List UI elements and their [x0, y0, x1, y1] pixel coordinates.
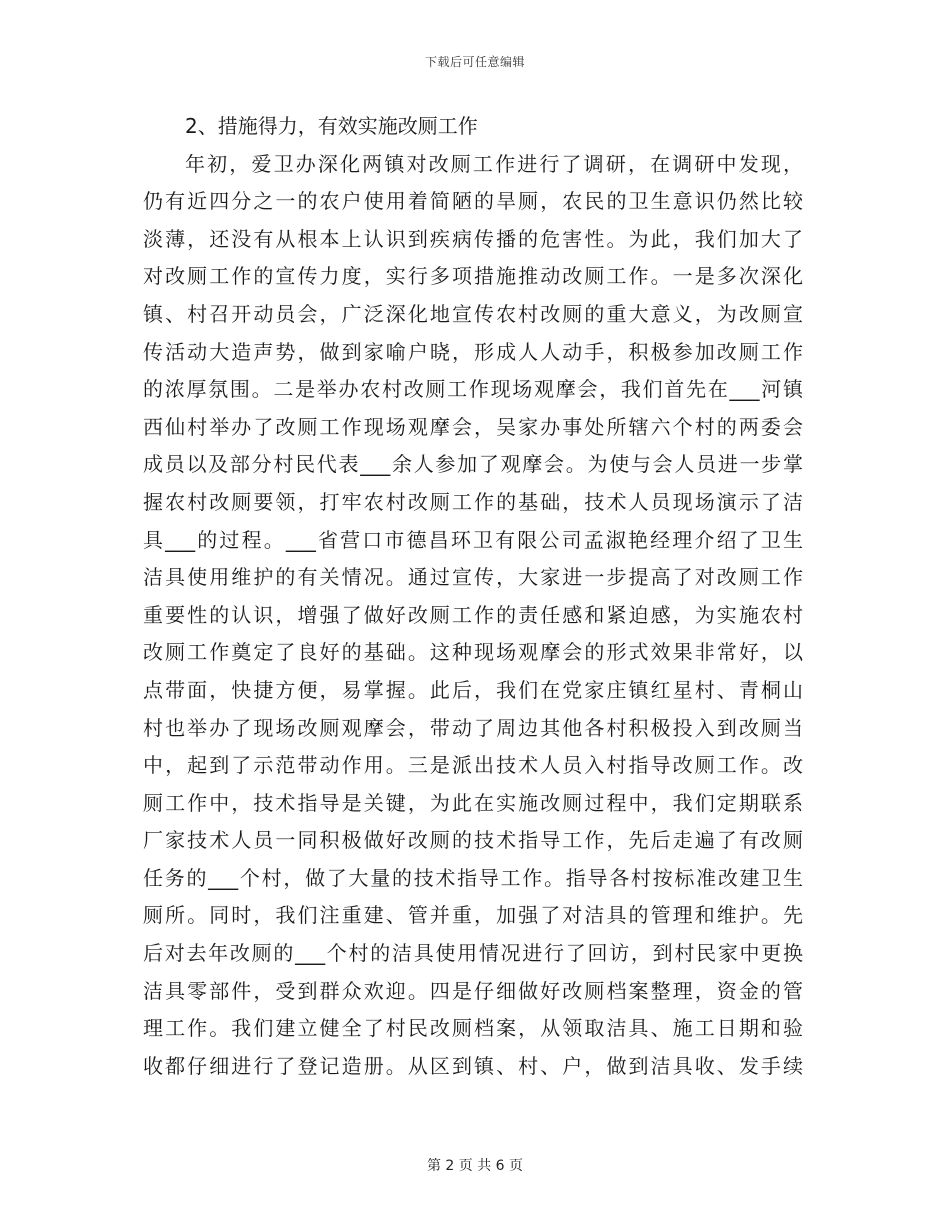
paragraph-line: 的浓厚氛围。二是举办农村改厕工作现场观摩会，我们首先在___河镇 — [143, 377, 803, 402]
document-body — [143, 108, 803, 1085]
paragraph-line: 点带面，快捷方便，易掌握。此后，我们在党家庄镇红星村、青桐山 — [143, 677, 803, 702]
paragraph-line: 具___的过程。___省营口市德昌环卫有限公司孟淑艳经理介绍了卫生 — [143, 527, 803, 552]
paragraph-line: 改厕工作奠定了良好的基础。这种现场观摩会的形式效果非常好，以 — [143, 640, 803, 665]
paragraph-line: 厂家技术人员一同积极做好改厕的技术指导工作，先后走遍了有改厕 — [143, 828, 803, 853]
paragraph-line: 收都仔细进行了登记造册。从区到镇、村、户，做到洁具收、发手续 — [143, 1053, 803, 1078]
paragraph-line: 镇、村召开动员会，广泛深化地宣传农村改厕的重大意义，为改厕宣 — [143, 301, 803, 326]
page-header: 下载后可任意编辑 — [424, 55, 525, 69]
paragraph-line: 传活动大造声势，做到家喻户晓，形成人人动手，积极参加改厕工作 — [143, 339, 803, 364]
paragraph-line: 洁具零部件，受到群众欢迎。四是仔细做好改厕档案整理，资金的管 — [143, 978, 803, 1003]
paragraph-line: 西仙村举办了改厕工作现场观摩会，吴家办事处所辖六个村的两委会 — [143, 414, 803, 439]
paragraph-line: 后对去年改厕的___个村的洁具使用情况进行了回访，到村民家中更换 — [143, 941, 803, 966]
page-footer: 第 2 页 共 6 页 — [426, 1158, 524, 1174]
paragraph-line: 成员以及部分村民代表___余人参加了观摩会。为使与会人员进一步掌 — [143, 452, 803, 477]
paragraph-line: 淡薄，还没有从根本上认识到疾病传播的危害性。为此，我们加大了 — [143, 226, 803, 251]
paragraph-line: 村也举办了现场改厕观摩会，带动了周边其他各村积极投入到改厕当 — [143, 715, 803, 740]
paragraph-line: 厕所。同时，我们注重建、管并重，加强了对洁具的管理和维护。先 — [143, 903, 803, 928]
paragraph-line: 年初，爱卫办深化两镇对改厕工作进行了调研，在调研中发现， — [185, 151, 803, 176]
paragraph-line: 理工作。我们建立健全了村民改厕档案，从领取洁具、施工日期和验 — [143, 1016, 803, 1041]
paragraph-line: 重要性的认识，增强了做好改厕工作的责任感和紧迫感，为实施农村 — [143, 602, 803, 627]
paragraph-line: 中，起到了示范带动作用。三是派出技术人员入村指导改厕工作。改 — [143, 753, 803, 778]
paragraph-line: 任务的___个村，做了大量的技术指导工作。指导各村按标准改建卫生 — [143, 865, 803, 890]
paragraph-line: 握农村改厕要领，打牢农村改厕工作的基础，技术人员现场演示了洁 — [143, 489, 803, 514]
section-heading: 2、措施得力，有效实施改厕工作 — [185, 114, 478, 138]
paragraph-line: 仍有近四分之一的农户使用着简陋的旱厕，农民的卫生意识仍然比较 — [143, 189, 803, 214]
paragraph-line: 对改厕工作的宣传力度，实行多项措施推动改厕工作。一是多次深化 — [143, 264, 803, 289]
paragraph-line: 厕工作中，技术指导是关键，为此在实施改厕过程中，我们定期联系 — [143, 790, 803, 815]
paragraph-line: 洁具使用维护的有关情况。通过宣传，大家进一步提高了对改厕工作 — [143, 565, 803, 590]
